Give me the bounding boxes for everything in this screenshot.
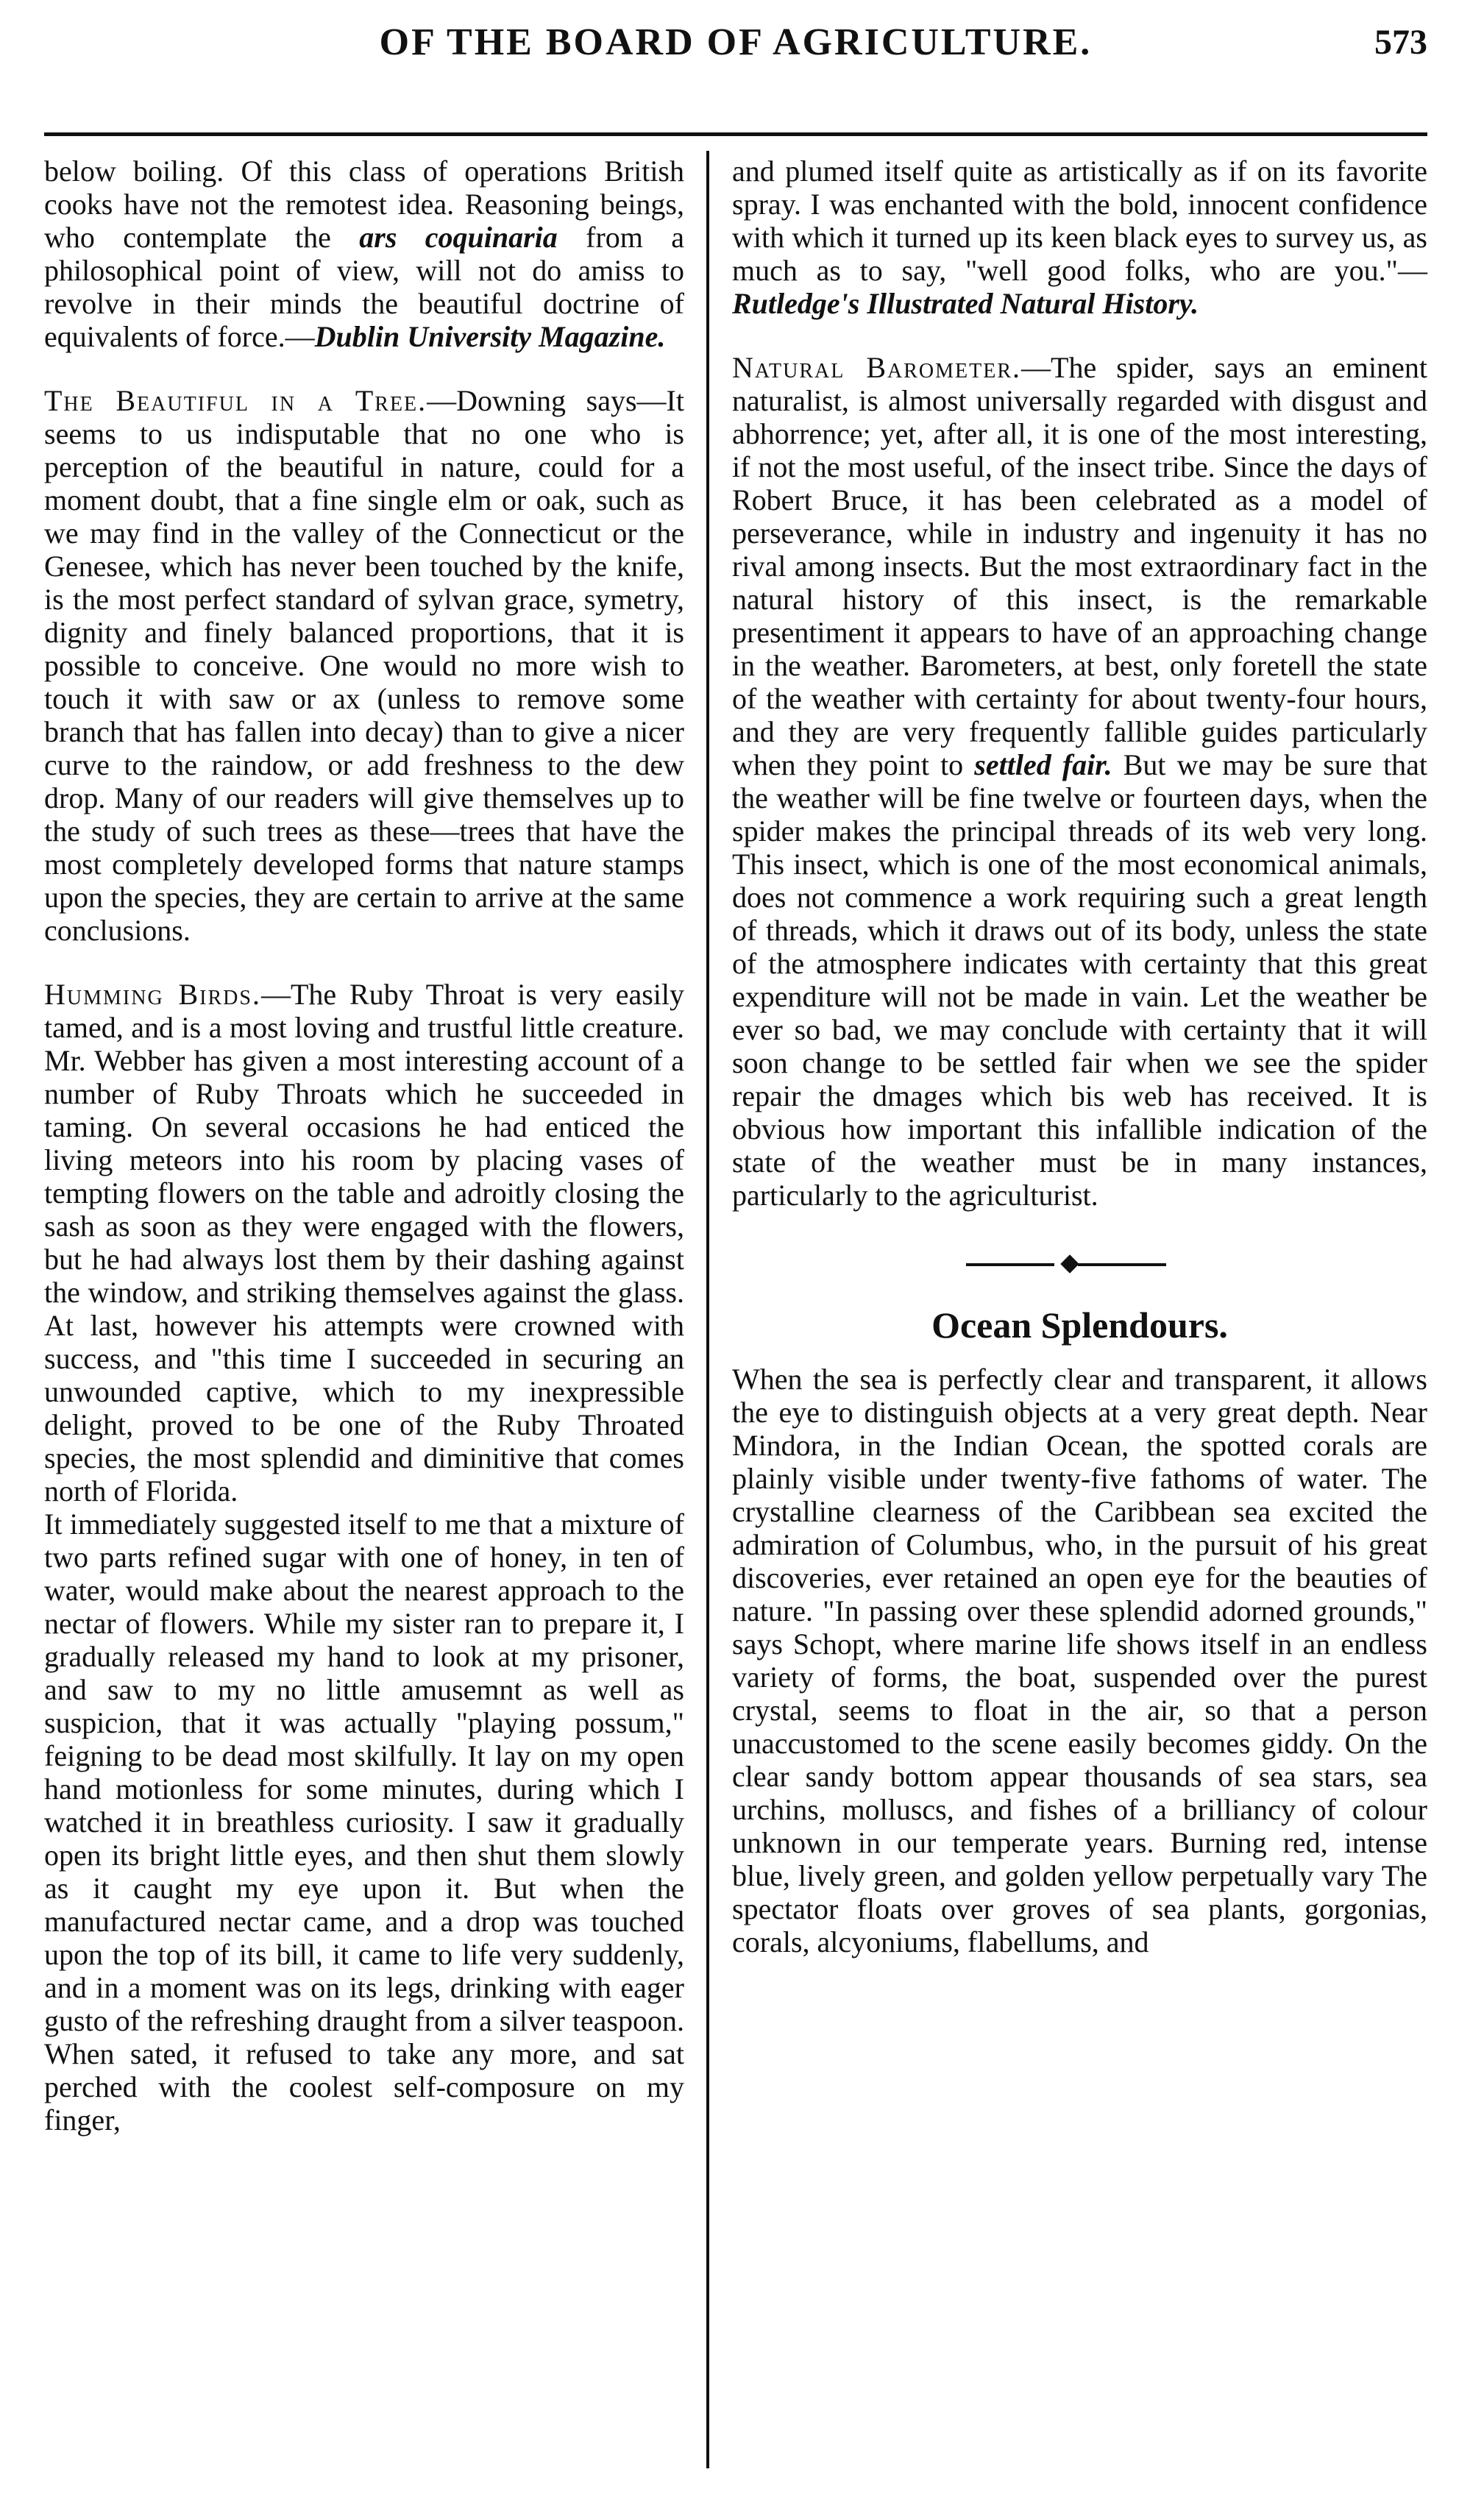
fragment-text: below boiling. Of this class of operations British cooks have not the remotest idea. Reasoning beings, who contemplate the bbox=[44, 155, 684, 254]
right-column bbox=[725, 155, 1427, 1989]
article-humming-birds-continued bbox=[732, 155, 1427, 320]
article-italic: settled fair. bbox=[974, 748, 1112, 781]
running-title: OF THE BOARD OF AGRICULTURE. bbox=[379, 21, 1093, 63]
article-paragraph bbox=[44, 155, 684, 353]
article-beautiful-tree bbox=[44, 384, 684, 947]
fragment-credit: Dublin University Magazine. bbox=[314, 320, 666, 353]
article-text: and plumed itself quite as artistically as if on its favorite spray. I was enchanted with the bold, innocent confidence with which it turned up its keen black eyes to survey us, as much as to say, "well good folks, who are you."— bbox=[732, 155, 1427, 287]
left-column bbox=[44, 155, 692, 2167]
article-text: But we may be sure that the weather will be fine twelve or fourteen days, when the spider makes the principal threads of its web very long. This insect, which is one of the most economical animals, does not commence a work requiring such a great length of threads, which it draws out of its body, unless the state of the atmosphere indicates with certainty that this great expenditure will not be made in vain. Let the weather be ever so bad, we may conclude with certainty that it will soon change to be settled fair when we see the spider repair the dmages which bis web has received. It is obvious how important this infallible indication of the state of the weather must be in many instances, particularly to the agriculturist. bbox=[732, 748, 1427, 1212]
column-divider bbox=[706, 151, 709, 2468]
article-dublin-fragment bbox=[44, 155, 684, 353]
page-number: 573 bbox=[1374, 23, 1427, 62]
fragment-text-after: from a philosophical point of view, will not do amiss to revolve in their minds the beautiful doctrine of equivalents of force.— bbox=[44, 221, 684, 353]
article-credit: Rutledge's Illustrated Natural History. bbox=[732, 287, 1199, 320]
article-ocean-splendours bbox=[732, 1363, 1427, 1958]
running-head bbox=[44, 13, 1427, 87]
article-text: —The Ruby Throat is very easily tamed, and is a most loving and trustful little creature. Mr. Webber has given a most interesting account of a number of Ruby Throats which he succeeded in taming. On several occasions he had enticed the living meteors into his room by placing vases of tempting flowers on the table and adroitly closing the sash as soon as they were engaged with the flowers, but he had always lost them by their dashing against the window, and striking themselves against the glass. At last, however his attempts were crowned with success, and "this time I succeeded in securing an unwounded captive, which to my inexpressible delight, proved to be one of the Ruby Throated species, the most splendid and diminitive that comes north of Florida. bbox=[44, 978, 684, 1507]
article-text: When the sea is perfectly clear and transparent, it allows the eye to distinguish objects at a very great depth. Near Mindora, in the Indian Ocean, the spotted corals are plainly visible under twenty-five fathoms of water. The crystalline clearness of the Caribbean sea excited the admiration of Columbus, who, in the pursuit of his great discoveries, ever retained an open eye for the beauties of nature. "In passing over these splendid adorned grounds," says Schopt, where marine life shows itself in an endless variety of forms, the boat, suspended over the purest crystal, seems to float in the air, so that a person unaccustomed to the scene easily becomes giddy. On the clear sandy bottom appear thousands of sea stars, sea urchins, molluscs, and fishes of a brilliancy of colour unknown in our temperate years. Burning red, intense blue, lively green, and golden yellow perpetually vary The spectator floats over groves of sea plants, gorgonias, corals, alcyoniums, flabellums, and bbox=[732, 1363, 1427, 1958]
article-paragraph bbox=[44, 978, 684, 1507]
ornament-rule-right bbox=[1078, 1263, 1166, 1266]
section-heading: Ocean Splendours. bbox=[931, 1304, 1228, 1346]
article-lead: The Beautiful in a Tree. bbox=[44, 384, 427, 417]
article-paragraph bbox=[732, 351, 1427, 1212]
ornament-diamond bbox=[1060, 1254, 1079, 1273]
article-paragraph bbox=[732, 155, 1427, 320]
article-humming-birds bbox=[44, 978, 684, 2137]
article-lead: Humming Birds. bbox=[44, 978, 261, 1011]
article-text: —Downing says—It seems to us indisputable that no one who is perception of the beautiful in nature, could for a moment doubt, that a fine single elm or oak, such as we may find in the valley of the Connecticut or the Genesee, which has never been touched by the knife, is the most perfect standard of sylvan grace, symetry, dignity and finely balanced proportions, that it is possible to conceive. One would no more wish to touch it with saw or ax (unless to remove some branch that has fallen into decay) than to give a nicer curve to the raindow, or add freshness to the dew drop. Many of our readers will give themselves up to the study of such trees as these—trees that have the most completely developed forms that nature stamps upon the species, they are certain to arrive at the same conclusions. bbox=[44, 384, 684, 947]
header-rule bbox=[44, 132, 1427, 136]
article-paragraph bbox=[44, 1507, 684, 2137]
article-paragraph bbox=[44, 384, 684, 947]
article-text: It immediately suggested itself to me that a mixture of two parts refined sugar with one of honey, in ten of water, would make about the nearest approach to the nectar of flowers. While my sister ran to prepare it, I gradually released my hand to look at my prisoner, and saw to my no little amusemnt as well as suspicion, that it was actually "playing possum," feigning to be dead most skilfully. It lay on my open hand motionless for some minutes, during which I watched it in breathless curiosity. I saw it gradually open its bright little eyes, and then shut them slowly as it caught my eye upon it. But when the manufactured nectar came, and a drop was touched upon the top of its bill, it came to life very suddenly, and in a moment was on its legs, drinking with eager gusto of the refreshing draught from a silver teaspoon. When sated, it refused to take any more, and sat perched with the coolest self-composure on my finger, bbox=[44, 1507, 684, 2137]
section-ornament bbox=[732, 1243, 1427, 1287]
ornament-rule-left bbox=[966, 1263, 1054, 1266]
article-lead: Natural Barometer. bbox=[732, 351, 1022, 384]
article-paragraph bbox=[732, 1363, 1427, 1958]
fragment-italic: ars coquinaria bbox=[359, 221, 558, 254]
article-natural-barometer bbox=[732, 351, 1427, 1212]
article-text: —The spider, says an eminent naturalist, is almost universally regarded with disgust and abhorrence; yet, after all, it is one of the most interesting, if not the most useful, of the insect tribe. Since the days of Robert Bruce, it has been celebrated as a model of perseverance, while in industry and ingenuity it has no rival among insects. But the most extraordinary fact in the natural history of this insect, is the remarkable presentiment it appears to have of an approaching change in the weather. Barometers, at best, only foretell the state of the weather with certainty for about twenty-four hours, and they are very frequently fallible guides particularly when they point to bbox=[732, 351, 1427, 781]
